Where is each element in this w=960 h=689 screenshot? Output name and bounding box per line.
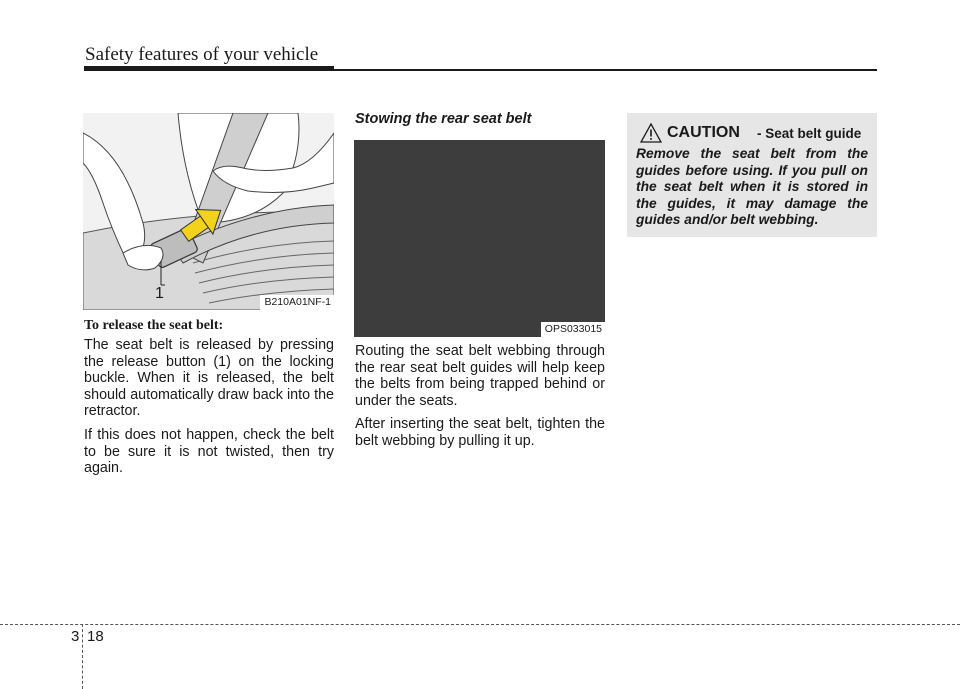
seat-belt-illustration xyxy=(83,113,334,310)
header-rule-thin xyxy=(334,69,877,71)
figure-label: OPS033015 xyxy=(541,322,605,337)
caution-box xyxy=(627,113,877,237)
figure-label: B210A01NF-1 xyxy=(260,295,334,310)
page-number: 18 xyxy=(87,628,104,645)
caution-body: Remove the seat belt from the guides before using. If you pull on the seat belt when it is stored in the guides, it may damage the guides and/or belt webbing. xyxy=(636,146,868,227)
stowing-body xyxy=(355,343,605,457)
warning-triangle-icon xyxy=(640,123,662,143)
stowing-subheading: Stowing the rear seat belt xyxy=(355,111,532,127)
caution-subtitle: - Seat belt guide xyxy=(757,126,862,141)
release-paragraph: If this does not happen, check the belt to be sure it is not twisted, then try again. xyxy=(84,426,334,477)
release-paragraph: The seat belt is released by pressing the release button (1) on the locking buckle. When it is released, the belt should automatically draw back into the retractor. xyxy=(84,337,334,420)
caution-title: CAUTION xyxy=(667,124,740,141)
header-rule-thick xyxy=(84,66,334,71)
figure-callout-number: 1 xyxy=(155,285,164,302)
caution-header xyxy=(635,123,875,143)
chapter-number: 3 xyxy=(71,628,80,645)
page-header-title: Safety features of your vehicle xyxy=(85,44,319,65)
stowing-paragraph: After inserting the seat belt, tighten the belt webbing by pulling it up. xyxy=(355,416,605,449)
stowing-paragraph: Routing the seat belt webbing through the rear seat belt guides will help keep the belts from being trapped behind or under the seats. xyxy=(355,343,605,409)
release-body xyxy=(84,337,334,484)
seat-belt-release-figure xyxy=(83,113,334,310)
footer-divider xyxy=(82,624,83,689)
footer-rule xyxy=(0,624,960,625)
release-subheading: To release the seat belt: xyxy=(84,318,224,333)
rear-seat-belt-figure xyxy=(354,140,605,337)
